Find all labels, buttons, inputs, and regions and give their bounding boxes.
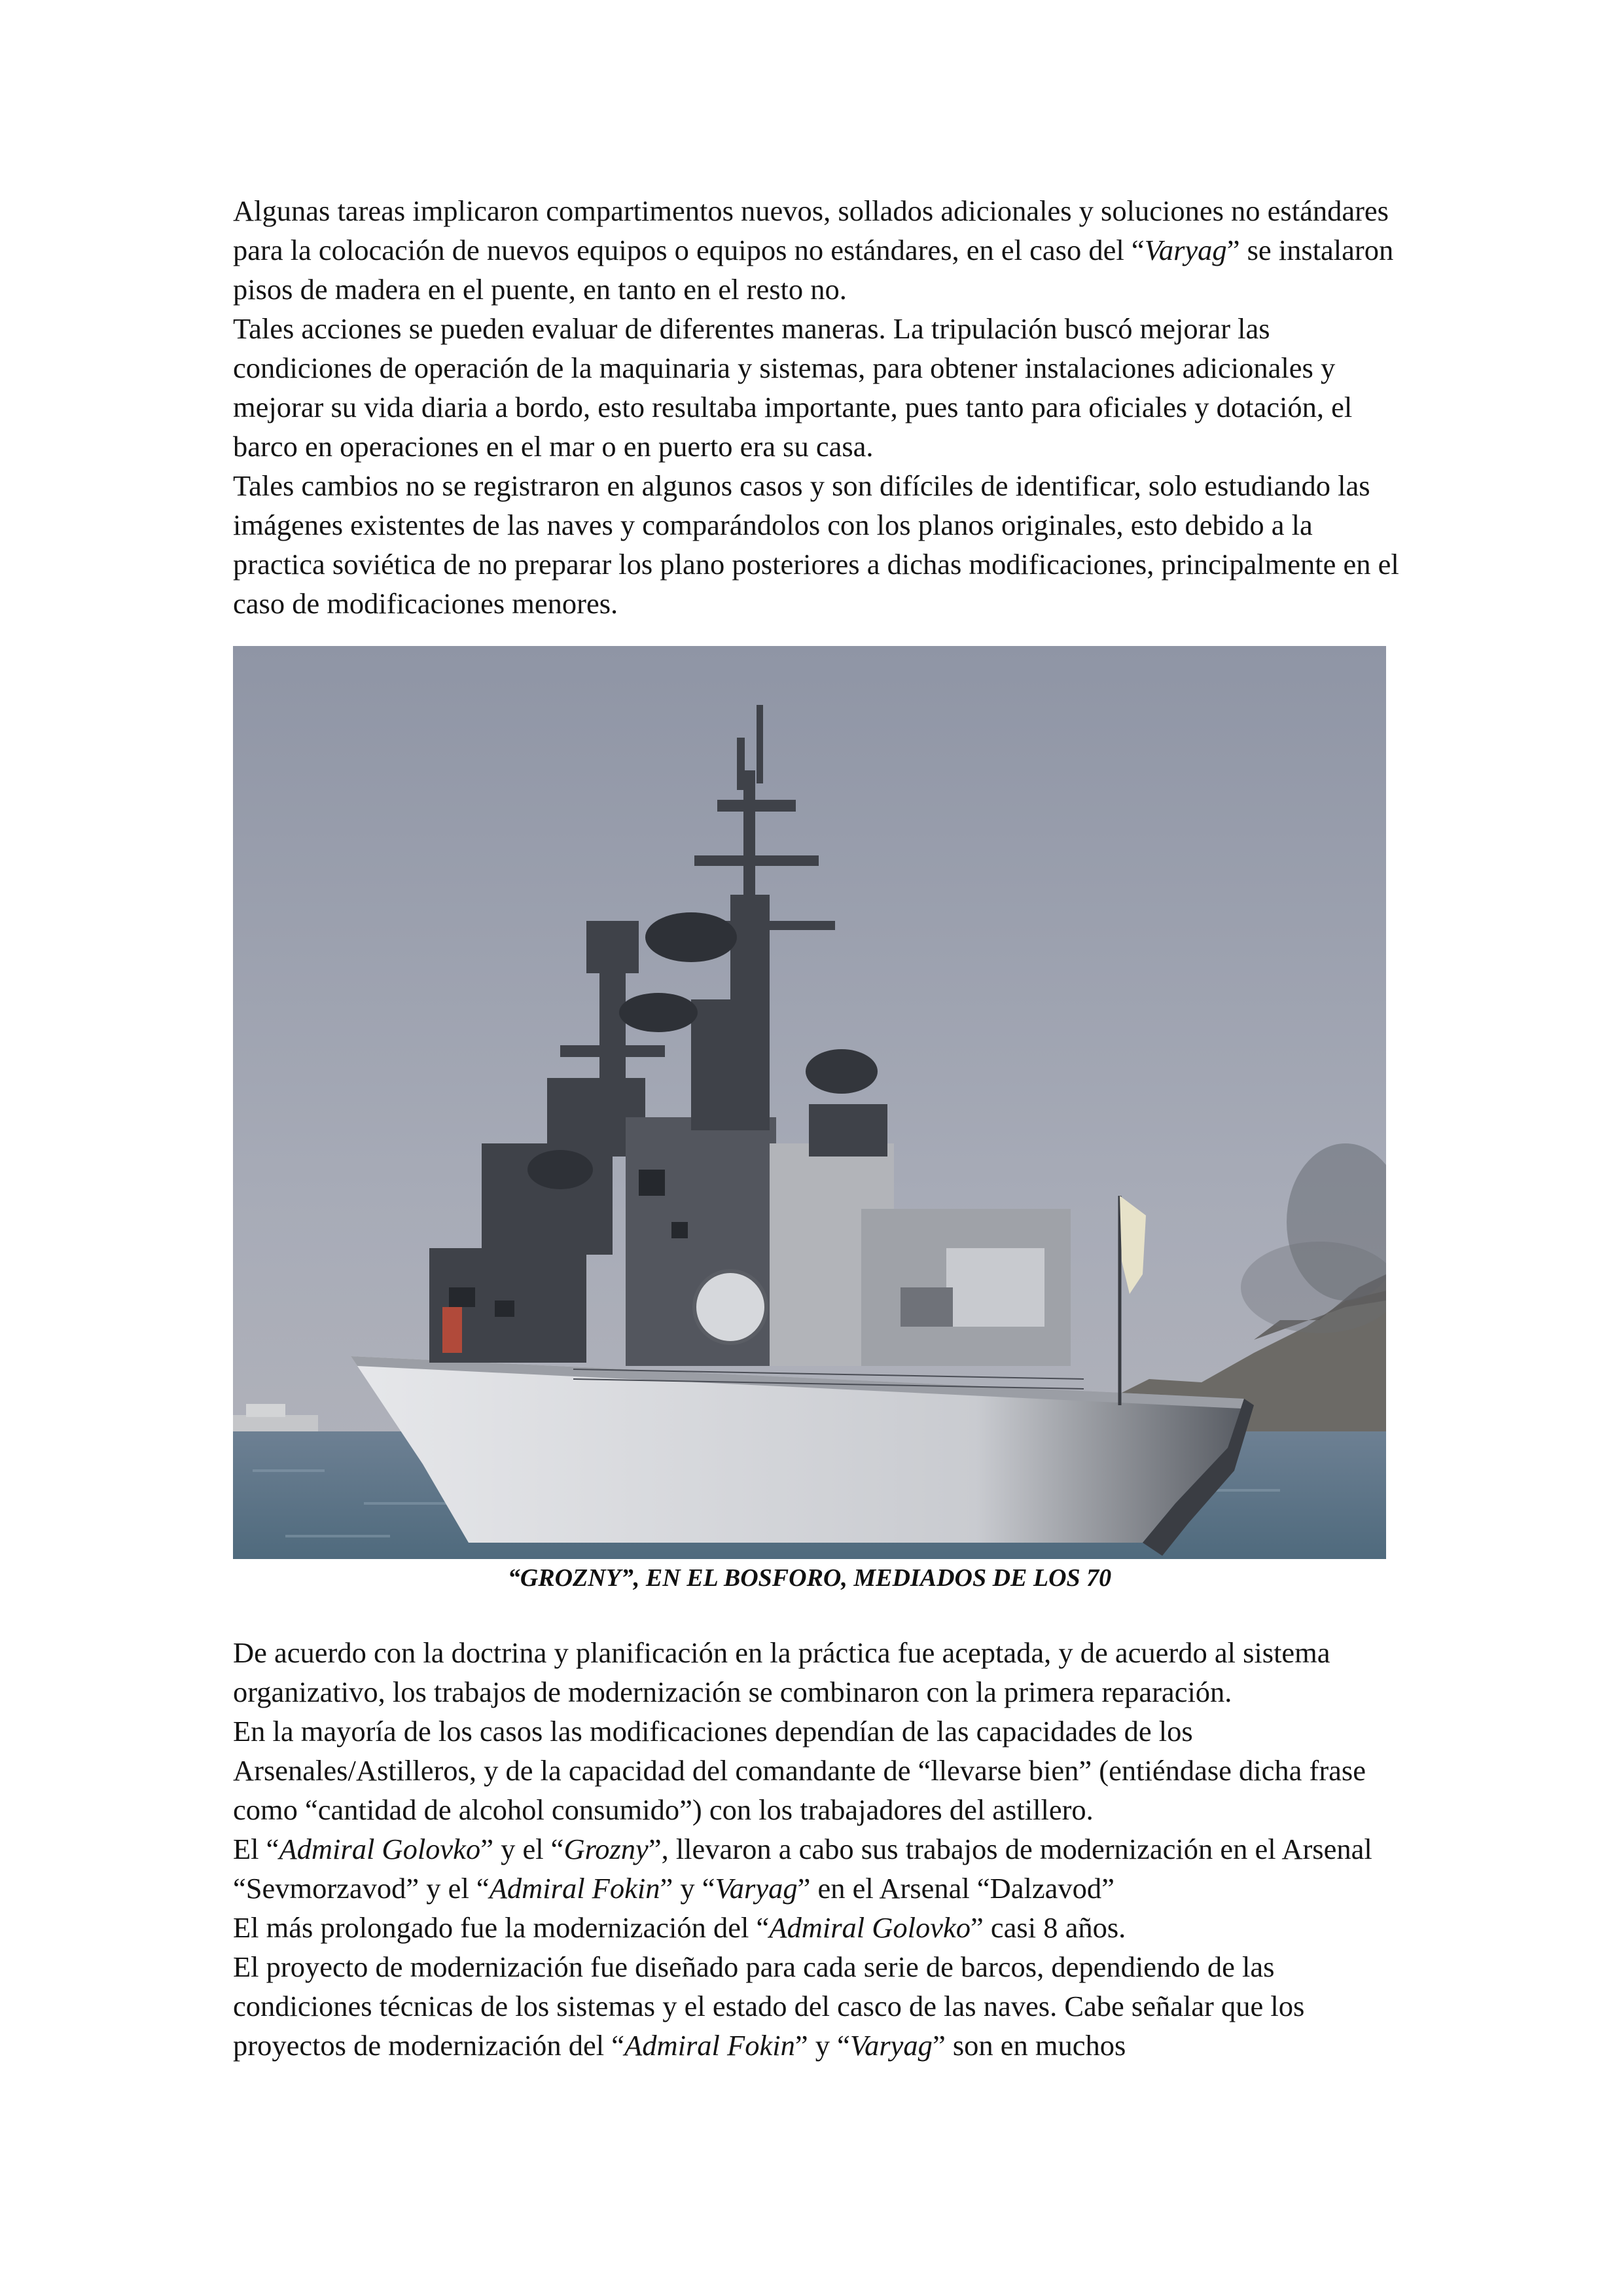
text-run: Tales cambios no se registraron en algunos casos y son difíciles de identificar, solo estudiando las imágenes existentes de las naves y comparándolos con los planos originales, esto debido a la practica soviética de no preparar los plano posteriores a dichas modificaciones, principalmente en el caso de modificaciones menores.: [233, 469, 1399, 620]
ship-name: Admiral Golovko: [769, 1911, 971, 1944]
bottom-text-block: [233, 1633, 1404, 2065]
text-run: El “: [233, 1833, 279, 1865]
ship-name: Admiral Fokin: [489, 1872, 660, 1905]
paragraph: [233, 1712, 1404, 1829]
ship-name: Varyag: [849, 2029, 933, 2062]
text-run: ” casi 8 años.: [971, 1911, 1126, 1944]
paragraph: [233, 1829, 1404, 1908]
photo-caption: “GROZNY”, EN EL BOSFORO, MEDIADOS DE LOS 70: [507, 1564, 1112, 1592]
paragraph: [233, 466, 1404, 623]
text-run: ” y “: [794, 2029, 850, 2062]
text-run: Tales acciones se pueden evaluar de diferentes maneras. La tripulación buscó mejorar las condiciones de operación de la maquinaria y sistemas, para obtener instalaciones adicionales y mejorar su vida diaria a bordo, esto resultaba importante, pues tanto para oficiales y dotación, el barco en operaciones en el mar o en puerto era su casa.: [233, 312, 1353, 463]
text-run: ” son en muchos: [932, 2029, 1126, 2062]
ship-name: Admiral Fokin: [624, 2029, 795, 2062]
ship-name: Varyag: [715, 1872, 798, 1905]
text-run: El proyecto de modernización fue diseñado para cada serie de barcos, dependiendo de las condiciones técnicas de los sistemas y el estado del casco de las naves. Cabe señalar que los proyectos de modernización del “: [233, 1950, 1305, 2062]
paragraph: [233, 1947, 1404, 2065]
ship-name: Admiral Golovko: [279, 1833, 481, 1865]
ship-name: Varyag: [1144, 234, 1227, 266]
ship-name: Grozny: [563, 1833, 649, 1865]
text-run: ” en el Arsenal “Dalzavod”: [797, 1872, 1115, 1905]
ship-photo: [233, 646, 1386, 1559]
text-run: ”, llevaron a cabo sus trabajos de modernización en el Arsenal “Sevmorzavod” y el “: [233, 1833, 1372, 1905]
text-run: De acuerdo con la doctrina y planificación en la práctica fue aceptada, y de acuerdo al sistema organizativo, los trabajos de modernización se combinaron con la primera reparación.: [233, 1636, 1330, 1708]
paragraph: [233, 191, 1404, 309]
top-text-block: [233, 191, 1404, 623]
text-run: ” y “: [660, 1872, 715, 1905]
text-run: ” y el “: [480, 1833, 564, 1865]
paragraph: [233, 309, 1404, 466]
paragraph: [233, 1633, 1404, 1712]
paragraph: [233, 1908, 1404, 1947]
ship-photo-illustration: [233, 646, 1386, 1559]
text-run: El más prolongado fue la modernización del “: [233, 1911, 770, 1944]
text-run: ” se instalaron pisos de madera en el puente, en tanto en el resto no.: [233, 234, 1394, 306]
text-run: Algunas tareas implicaron compartimentos nuevos, sollados adicionales y soluciones no estándares para la colocación de nuevos equipos o equipos no estándares, en el caso del “: [233, 194, 1389, 266]
text-run: En la mayoría de los casos las modificaciones dependían de las capacidades de los Arsenales/Astilleros, y de la capacidad del comandante de “llevarse bien” (entiéndase dicha frase como “cantidad de alcohol consumido”) con los trabajadores del astillero.: [233, 1715, 1366, 1826]
